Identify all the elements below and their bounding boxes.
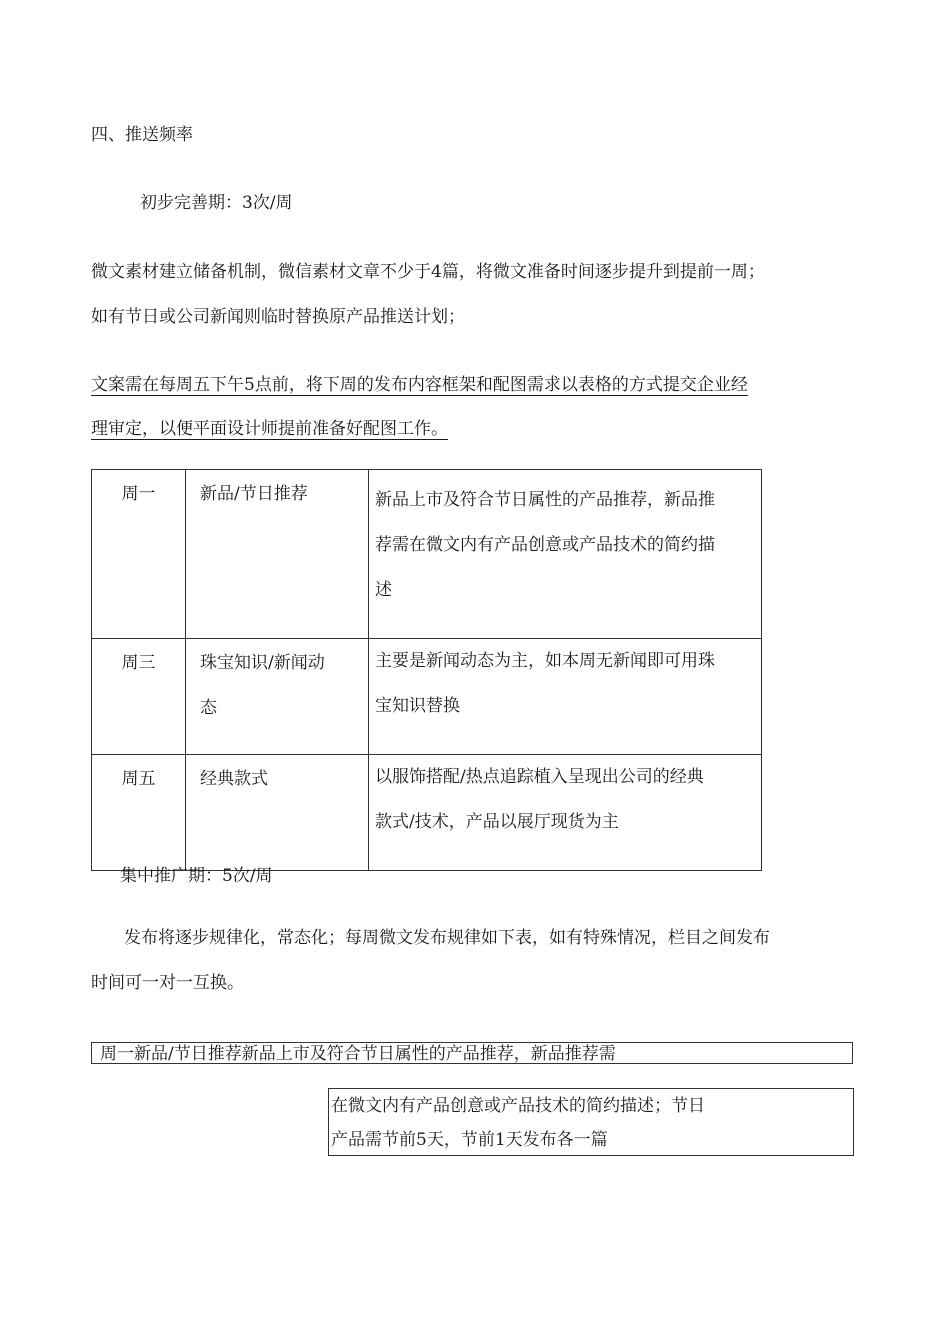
description-line: 述 (375, 580, 392, 600)
box-line: 产品需节前5天，节前1天发布各一篇 (331, 1130, 608, 1150)
schedule-box-row-2 (328, 1088, 854, 1156)
weekly-schedule-table (91, 469, 762, 871)
table-row (92, 470, 762, 639)
description-line: 款式/技术，产品以展厅现货为主 (375, 812, 619, 832)
day-cell: 周一 (92, 470, 186, 639)
box-line: 在微文内有产品创意或产品技术的简约描述；节日 (331, 1096, 705, 1116)
description-line: 新品上市及符合节日属性的产品推荐，新品推 (375, 490, 715, 510)
table-row (92, 639, 762, 755)
phase1-label: 初步完善期：3次/周 (140, 193, 293, 213)
table-row (92, 755, 762, 871)
description-cell (369, 755, 762, 871)
day-cell: 周三 (92, 639, 186, 755)
column-text: 经典款式 (200, 769, 268, 789)
description-line: 以服饰搭配/热点追踪植入呈现出公司的经典 (375, 767, 704, 787)
paragraph-3-line-1: 发布将逐步规律化，常态化；每周微文发布规律如下表，如有特殊情况，栏目之间发布 (124, 928, 770, 948)
description-cell (369, 470, 762, 639)
schedule-box-row-1: 周一新品/节日推荐新品上市及符合节日属性的产品推荐，新品推荐需 (91, 1042, 853, 1064)
column-cell (186, 470, 369, 639)
paragraph-2-line-2: 理审定，以便平面设计师提前准备好配图工作。 (91, 419, 448, 439)
paragraph-1-line-2: 如有节日或公司新闻则临时替换原产品推送计划； (91, 307, 465, 327)
description-line: 宝知识替换 (375, 696, 460, 716)
paragraph-2-line-1: 文案需在每周五下午5点前，将下周的发布内容框架和配图需求以表格的方式提交企业经 (91, 375, 748, 395)
paragraph-3-line-2: 时间可一对一互换。 (91, 973, 244, 993)
description-cell (369, 639, 762, 755)
section-heading: 四、推送频率 (91, 125, 193, 145)
column-cell (186, 639, 369, 755)
column-cell (186, 755, 369, 871)
phase2-label: 集中推广期：5次/周 (120, 866, 273, 886)
column-text: 态 (200, 698, 217, 718)
description-line: 荐需在微文内有产品创意或产品技术的简约描 (375, 535, 715, 555)
column-text: 新品/节日推荐 (200, 484, 308, 504)
description-line: 主要是新闻动态为主，如本周无新闻即可用珠 (375, 651, 715, 671)
column-text: 珠宝知识/新闻动 (200, 653, 325, 673)
day-cell: 周五 (92, 755, 186, 871)
paragraph-1-line-1: 微文素材建立储备机制，微信素材文章不少于4篇，将微文准备时间逐步提升到提前一周； (91, 262, 765, 282)
